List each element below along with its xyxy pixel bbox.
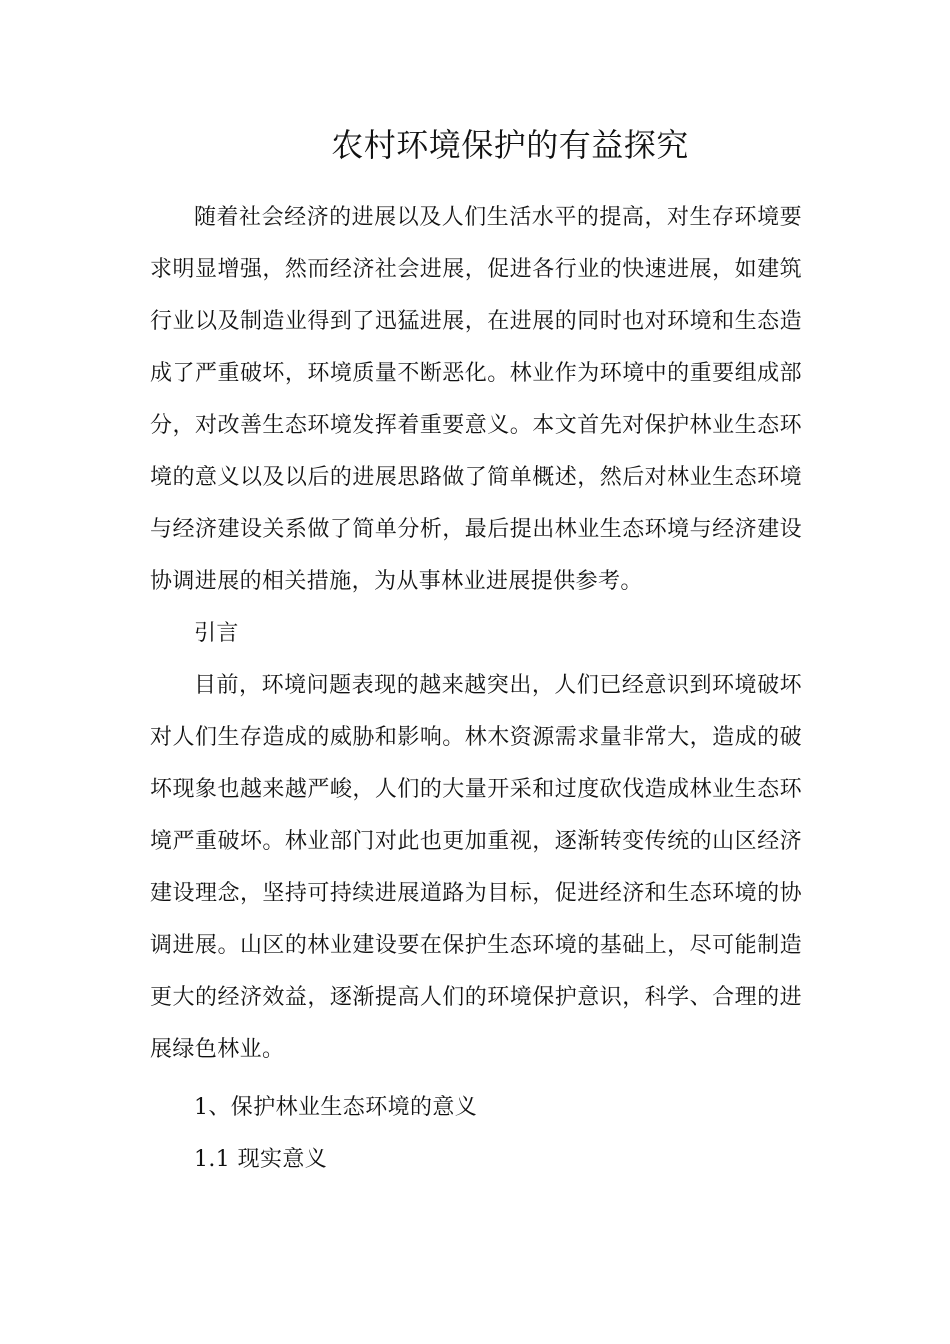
document-body	[150, 192, 802, 1186]
document-title: 农村环境保护的有益探究	[331, 126, 689, 164]
intro-paragraph: 目前，环境问题表现的越来越突出，人们已经意识到环境破坏对人们生存造成的威胁和影响。林木资源需求量非常大，造成的破坏现象也越来越严峻，人们的大量开采和过度砍伐造成林业生态环境严重破坏。林业部门对此也更加重视，逐渐转变传统的山区经济建设理念，坚持可持续进展道路为目标，促进经济和生态环境的协调进展。山区的林业建设要在保护生态环境的基础上，尽可能制造更大的经济效益，逐渐提高人们的环境保护意识，科学、合理的进展绿色林业。	[150, 673, 802, 1062]
section-1-1-heading: 1.1 现实意义	[194, 1147, 328, 1172]
intro-heading: 引言	[194, 621, 239, 646]
section-1-heading: 1、保护林业生态环境的意义	[194, 1095, 478, 1120]
abstract-paragraph: 随着社会经济的进展以及人们生活水平的提高，对生存环境要求明显增强，然而经济社会进展，促进各行业的快速进展，如建筑行业以及制造业得到了迅猛进展，在进展的同时也对环境和生态造成了严重破坏，环境质量不断恶化。林业作为环境中的重要组成部分，对改善生态环境发挥着重要意义。本文首先对保护林业生态环境的意义以及以后的进展思路做了简单概述，然后对林业生态环境与经济建设关系做了简单分析，最后提出林业生态环境与经济建设协调进展的相关措施，为从事林业进展提供参考。	[150, 205, 802, 594]
